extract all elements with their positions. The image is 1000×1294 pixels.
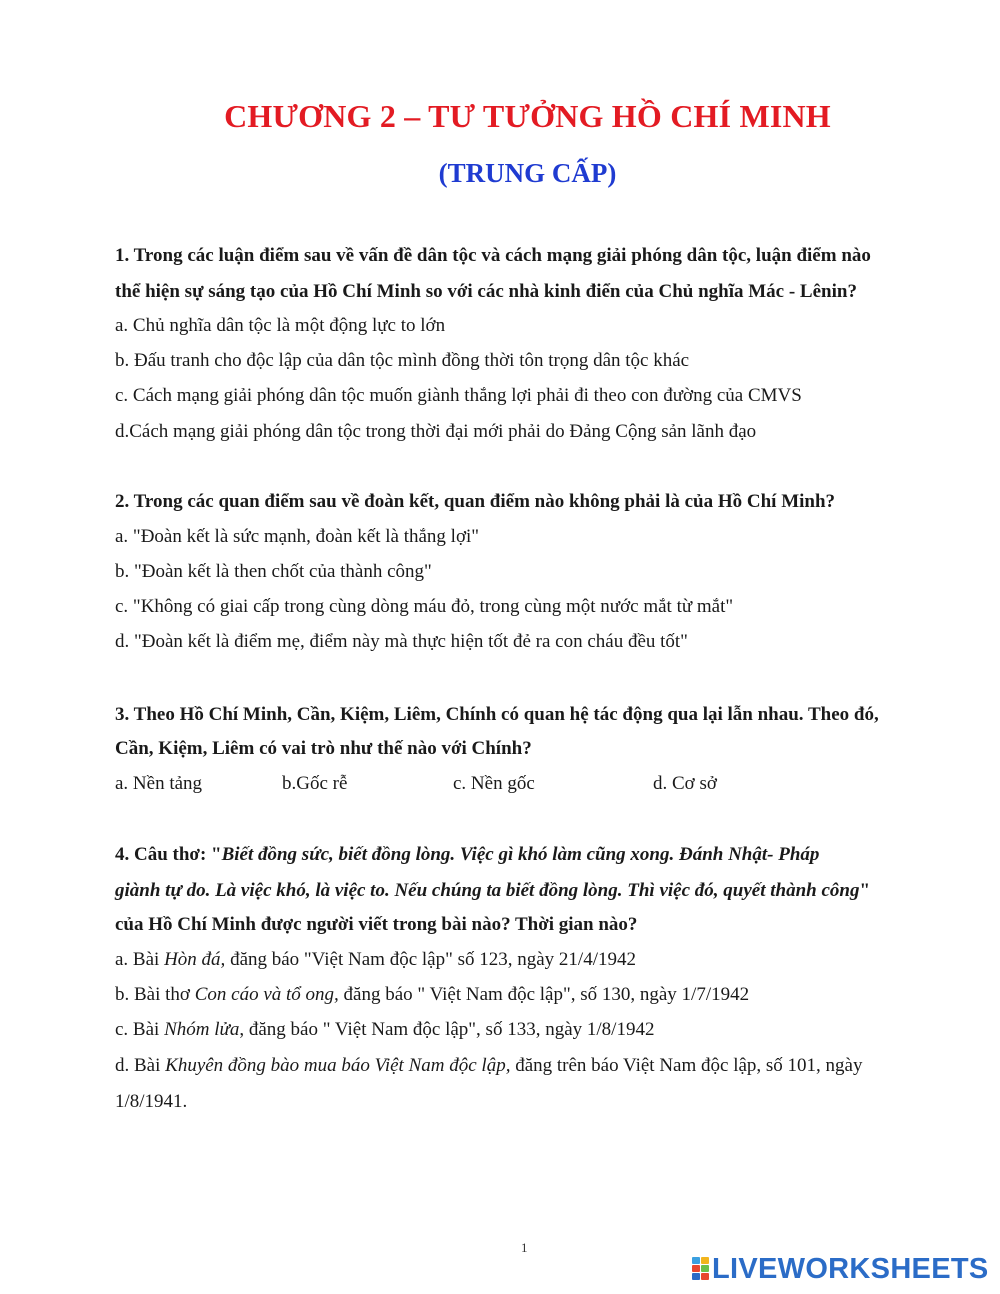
question-stem-line xyxy=(115,879,870,903)
work-title: Hòn đá, xyxy=(164,949,226,970)
option-detail: đăng báo "Việt Nam độc lập" số 123, ngày 21/4/1942 xyxy=(225,949,636,970)
brand-name: LIVEWORKSHEETS xyxy=(712,1252,989,1285)
answer-options-row xyxy=(115,772,815,796)
page-number: 1 xyxy=(521,1240,528,1255)
answer-option-c: c. "Không có giai cấp trong cùng dòng máu đỏ, trong cùng một nước mắt từ mắt" xyxy=(115,596,734,617)
liveworksheets-logo-icon xyxy=(692,1257,710,1281)
question-stem-line: thể hiện sự sáng tạo của Hồ Chí Minh so với các nhà kinh điển của Chủ nghĩa Mác - Lênin? xyxy=(115,281,857,302)
answer-option-d-continuation: 1/8/1941. xyxy=(115,1091,188,1112)
answer-option-b: b. Đấu tranh cho độc lập của dân tộc mình đồng thời tôn trọng dân tộc khác xyxy=(115,350,690,371)
option-prefix: b. Bài thơ xyxy=(115,984,195,1005)
question-stem-line: 1. Trong các luận điểm sau về vấn đề dân tộc và cách mạng giải phóng dân tộc, luận điểm nào xyxy=(115,245,871,266)
quote-close: " xyxy=(859,880,871,901)
option-prefix: c. Bài xyxy=(115,1019,165,1040)
answer-option-a: a. Nền tảng xyxy=(115,773,203,794)
answer-option-a xyxy=(115,948,636,972)
option-detail: , đăng báo " Việt Nam độc lập", số 133, ngày 1/8/1942 xyxy=(239,1019,655,1040)
answer-option-d: d. Cơ sở xyxy=(653,773,717,794)
page-title: CHƯƠNG 2 – TƯ TƯỞNG HỒ CHÍ MINH xyxy=(224,98,831,134)
answer-option-b xyxy=(115,983,749,1007)
option-prefix: a. Bài xyxy=(115,949,165,970)
answer-option-b: b. "Đoàn kết là then chốt của thành công" xyxy=(115,561,432,582)
option-prefix: d. Bài xyxy=(115,1055,166,1076)
question-stem-line xyxy=(115,843,819,867)
answer-option-c xyxy=(115,1018,654,1042)
work-title: Nhóm lửa xyxy=(164,1019,240,1040)
answer-option-d: d. "Đoàn kết là điểm mẹ, điểm này mà thực hiện tốt đẻ ra con cháu đều tốt" xyxy=(115,631,688,652)
poem-quote: Biết đồng sức, biết đồng lòng. Việc gì khó làm cũng xong. Đánh Nhật- Pháp xyxy=(221,844,820,865)
question-stem-prefix: 4. Câu thơ: " xyxy=(115,844,222,865)
option-detail: đăng báo " Việt Nam độc lập", số 130, ngày 1/7/1942 xyxy=(338,984,750,1005)
work-title: Khuyên đồng bào mua báo Việt Nam độc lập, xyxy=(165,1055,511,1076)
work-title: Con cáo và tổ ong, xyxy=(194,984,339,1005)
question-stem-line: của Hồ Chí Minh được người viết trong bài nào? Thời gian nào? xyxy=(115,914,638,935)
answer-option-d: d.Cách mạng giải phóng dân tộc trong thời đại mới phải do Đảng Cộng sản lãnh đạo xyxy=(115,421,757,442)
question-stem-line: Cần, Kiệm, Liêm có vai trò như thế nào với Chính? xyxy=(115,738,532,759)
question-stem-line: 3. Theo Hồ Chí Minh, Cần, Kiệm, Liêm, Chính có quan hệ tác động qua lại lẫn nhau. Theo đó, xyxy=(115,704,879,725)
answer-option-a: a. Chủ nghĩa dân tộc là một động lực to lớn xyxy=(115,315,446,336)
answer-option-d xyxy=(115,1054,863,1078)
page-subtitle: (TRUNG CẤP) xyxy=(438,158,617,188)
liveworksheets-brand[interactable] xyxy=(692,1252,989,1285)
answer-option-c: c. Cách mạng giải phóng dân tộc muốn giành thắng lợi phải đi theo con đường của CMVS xyxy=(115,385,802,406)
answer-option-a: a. "Đoàn kết là sức mạnh, đoàn kết là thắng lợi" xyxy=(115,526,480,547)
poem-quote: giành tự do. Là việc khó, là việc to. Nếu chúng ta biết đồng lòng. Thì việc đó, quyết thành công xyxy=(115,880,860,901)
answer-option-c: c. Nền gốc xyxy=(453,773,535,794)
question-stem-line: 2. Trong các quan điểm sau về đoàn kết, quan điểm nào không phải là của Hồ Chí Minh? xyxy=(115,491,836,512)
answer-option-b: b.Gốc rễ xyxy=(282,773,348,794)
option-detail: đăng trên báo Việt Nam độc lập, số 101, ngày xyxy=(510,1055,863,1076)
